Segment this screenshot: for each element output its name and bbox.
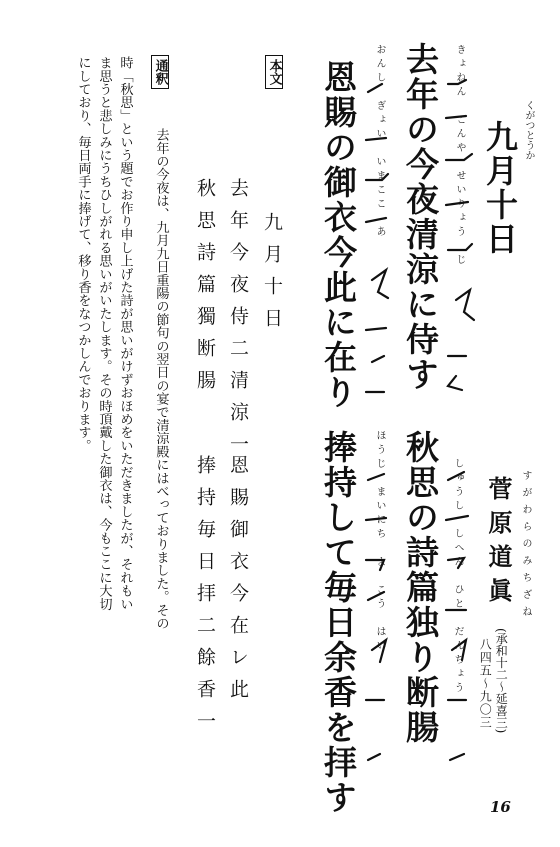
poem-line-1: 去年の今夜清涼に侍す xyxy=(401,42,440,392)
poem-line-2: 秋思の詩篇独り断腸 xyxy=(401,430,440,745)
author-ruby: すがわらのみちざね xyxy=(520,470,531,623)
honbun-title: 九月十日 xyxy=(261,212,283,340)
poem-line-1-ruby: きょねん こんや せいりょう じ xyxy=(454,44,465,268)
honbun-line-2: 秋思詩篇獨断腸 xyxy=(194,178,216,402)
page-number: 16 xyxy=(490,798,511,816)
tsuyaku-line-4: にしており、毎日両手に捧げて、移り香をなつかしんでおります。 xyxy=(75,56,91,452)
poem-line-4: 捧持して毎日余香を拝す xyxy=(319,430,358,815)
honbun-label: 本文 xyxy=(265,55,283,89)
tsuyaku-line-2: 時「秋思」という題でお作り申し上げた詩が思いがけずおほめをいただきましたが、それもい xyxy=(117,56,133,611)
honbun-line-1: 去年今夜侍二清涼一 xyxy=(227,178,249,466)
poem-line-3-ruby: おんし ぎょい いまここ あ xyxy=(374,44,385,240)
author-dates xyxy=(494,628,507,733)
poem-line-4-ruby: ほうじ まいにち よ こう はい xyxy=(374,430,385,654)
tsuyaku-line-3: ま思うと悲しみにうちひしがれる思いがいたします。その時頂戴した御衣は、今もここに大切 xyxy=(96,56,112,611)
author-name: 菅原道眞 xyxy=(484,476,513,612)
honbun-line-4: 捧持毎日拝二餘香一 xyxy=(194,455,216,743)
tsuyaku-line-1: 去年の今夜は、九月九日重陽の節句の翌日の宴で清涼殿にはべっておりました。その xyxy=(153,128,169,630)
poem-line-2-ruby: しゅうし しへん ひと だんちょう xyxy=(452,458,463,696)
honbun-line-3: 恩賜御衣今在レ此 xyxy=(227,455,249,711)
dates-paren: (承和十二〜延喜三) xyxy=(494,628,509,734)
author-years: 八四五〜九〇三 xyxy=(478,638,493,729)
poem-line-3: 恩賜の御衣今此に在り xyxy=(319,60,358,410)
title-ruby: くがつとうか xyxy=(523,100,534,160)
tsuyaku-label: 通釈 xyxy=(151,55,169,89)
poem-title: 九月十日 xyxy=(481,120,519,256)
